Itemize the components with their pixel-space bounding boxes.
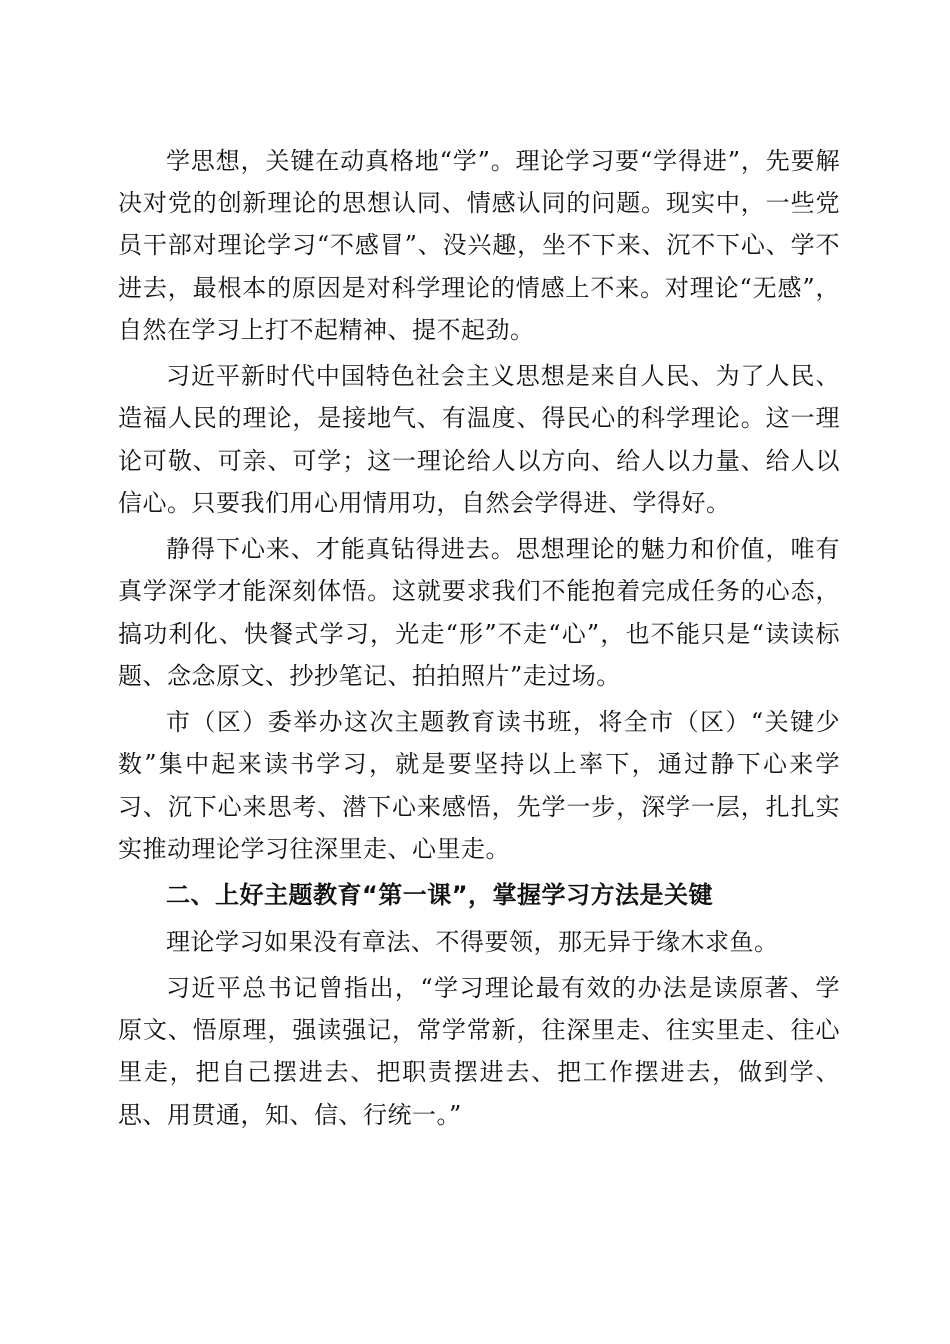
paragraph: 静得下心来、才能真钻得进去。思想理论的魅力和价值，唯有真学深学才能深刻体悟。这就要求我们不能抱着完成任务的心态，搞功利化、快餐式学习，光走“形”不走“心”，也不能只是“读读标题、念念原文、抄抄笔记、拍拍照片”走过场。 xyxy=(118,535,840,690)
paragraph: 学思想，关键在动真格地“学”。理论学习要“学得进”，先要解决对党的创新理论的思想认同、情感认同的问题。现实中，一些党员干部对理论学习“不感冒”、没兴趣，坐不下来、沉不下心、学不进去，最根本的原因是对科学理论的情感上不来。对理论“无感”，自然在学习上打不起精神、提不起劲。 xyxy=(118,147,840,344)
paragraph: 理论学习如果没有章法、不得要领，那无异于缘木求鱼。 xyxy=(166,927,779,956)
paragraph: 习近平新时代中国特色社会主义思想是来自人民、为了人民、造福人民的理论，是接地气、有温度、得民心的科学理论。这一理论可敬、可亲、可学；这一理论给人以方向、给人以力量、给人以信心。只要我们用心用情用功，自然会学得进、学得好。 xyxy=(118,362,840,517)
section-heading: 二、上好主题教育“第一课”，掌握学习方法是关键 xyxy=(166,881,714,910)
paragraph: 习近平总书记曾指出，“学习理论最有效的办法是读原著、学原文、悟原理，强读强记，常学常新，往深里走、往实里走、往心里走，把自己摆进去、把职责摆进去、把工作摆进去，做到学、思、用贯通，知、信、行统一。” xyxy=(118,973,840,1129)
document-body xyxy=(118,140,840,1140)
paragraph: 市（区）委举办这次主题教育读书班，将全市（区）“关键少数”集中起来读书学习，就是要坚持以上率下，通过静下心来学习、沉下心来思考、潜下心来感悟，先学一步，深学一层，扎扎实实推动理论学习往深里走、心里走。 xyxy=(118,708,840,863)
